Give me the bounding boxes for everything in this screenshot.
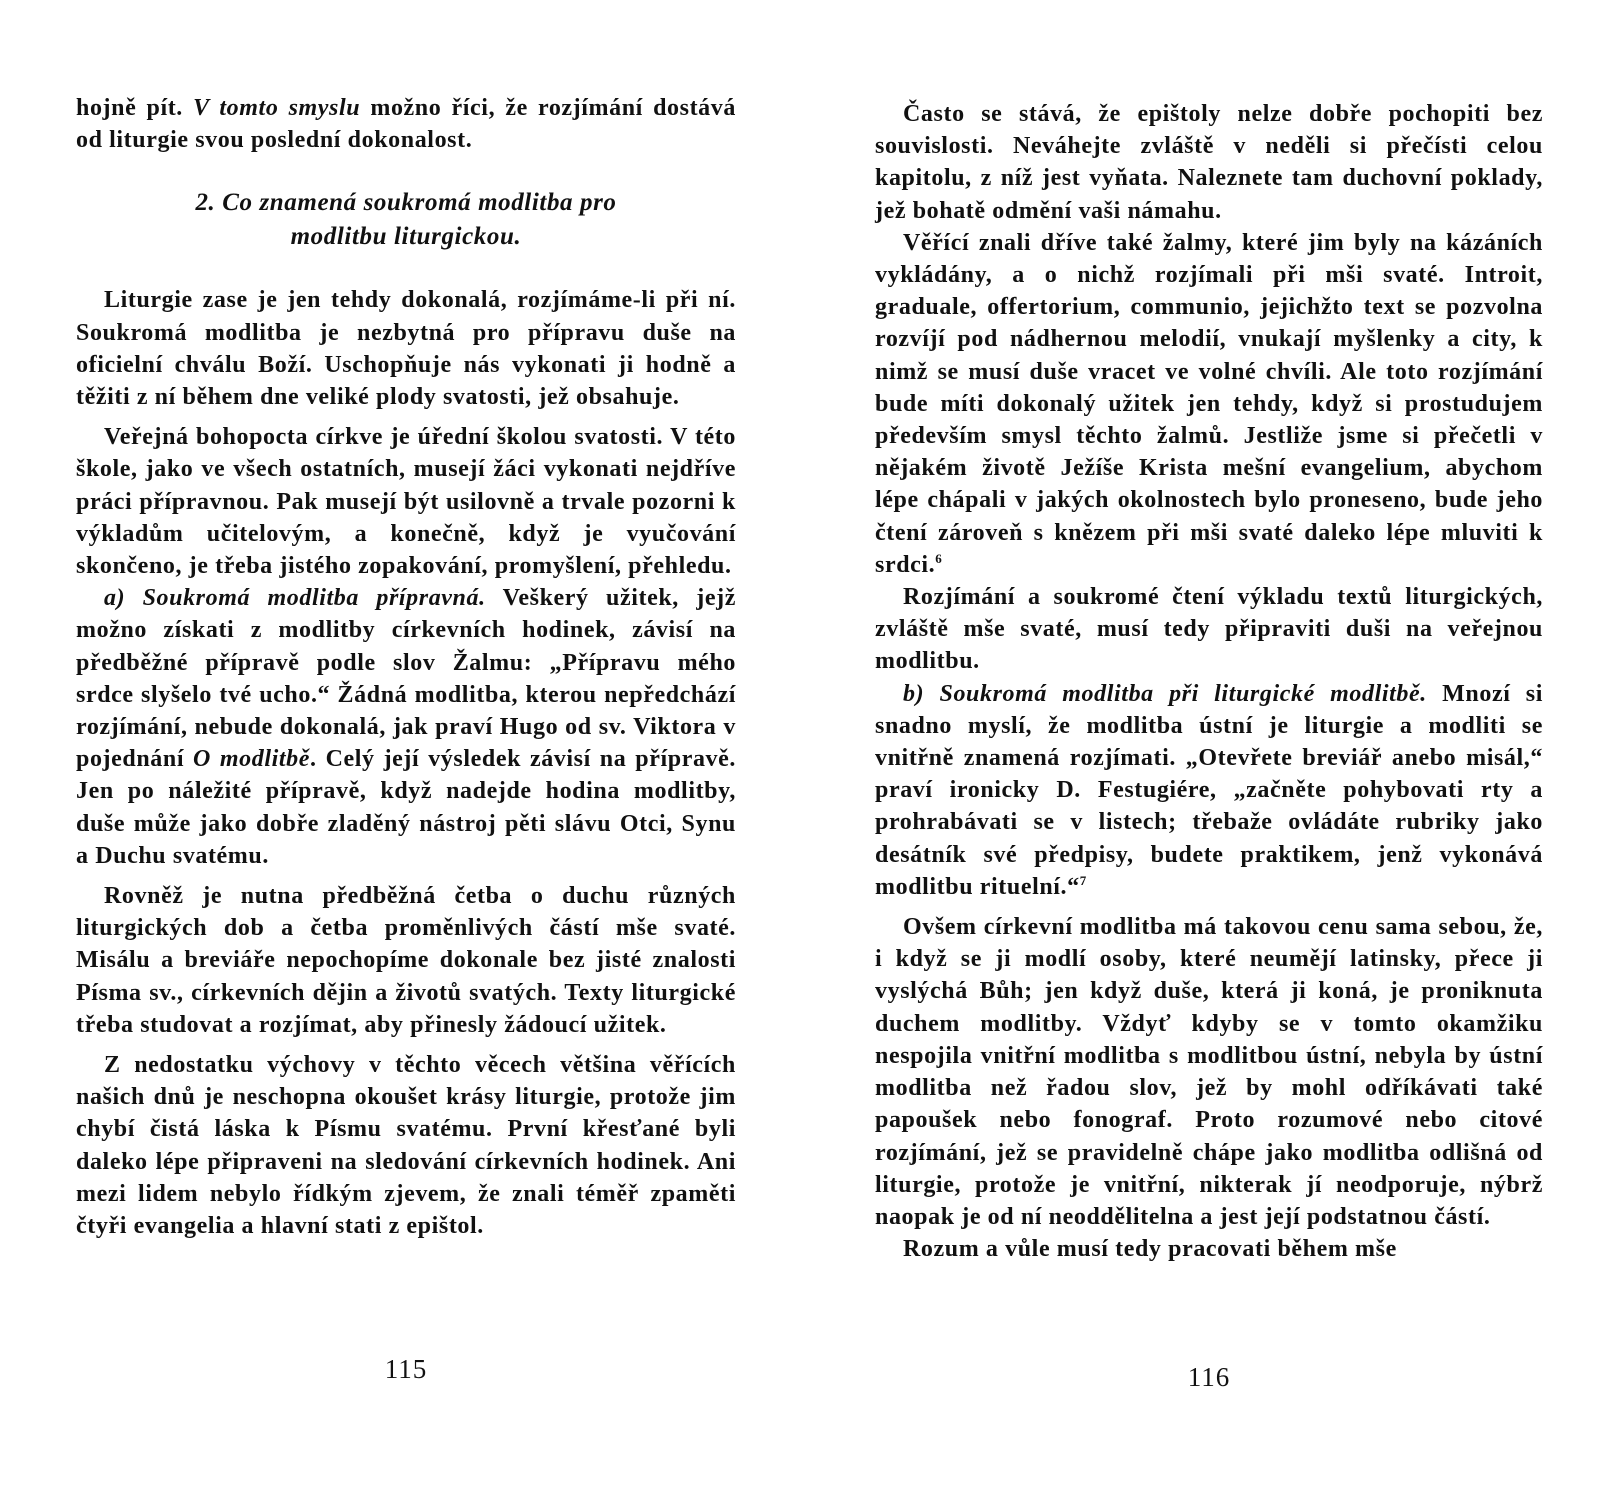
left-opening-text: hojně pít. xyxy=(76,95,194,121)
right-paragraph-4 xyxy=(875,678,1543,903)
right-paragraph-3: Rozjímání a soukromé čtení výkladu textů liturgických, zvláště mše svaté, musí tedy připraviti duši na veřejnou modlitbu. xyxy=(875,584,1543,675)
left-opening-text-rest: možno říci, že rozjímání dostává od liturgie svou poslední dokonalost. xyxy=(76,95,736,154)
cited-work-title: O modlitbě xyxy=(193,746,311,773)
right-page-body xyxy=(875,98,1543,1265)
left-page-body xyxy=(76,92,736,1242)
left-paragraph-2: Veřejná bohopocta církve je úřední školou svatosti. V této škole, jako ve všech ostatních, musejí žáci vykonati nejdříve práci přípravnou. Pak musejí být usilovně a trvale pozorni k výkladům učitelovým, a konečně, když je vyučování skončeno, je třeba jistého zopakování, promyšlení, přehledu. xyxy=(76,424,736,580)
left-paragraph-3-text-rest: . Celý její výsledek závisí na přípravě. Jen po náležité přípravě, když nadejde hodina modlitby, duše může jako dobře zladěný nástroj pěti slávu Otci, Synu a Duchu svatému. xyxy=(76,746,737,869)
left-paragraph-3-text: Veškerý užitek, jejž možno získati z modlitby církevních hodinek, závisí na předběžné přípravě podle slov Žalmu: „Přípravu mého srdce slyšelo tvé ucho.“ Žádná modlitba, kterou nepředchází rozjímání, nebude dokonalá, jak praví Hugo od sv. Viktora v pojednání xyxy=(76,585,736,773)
section-heading xyxy=(76,186,736,254)
right-paragraph-1: Často se stává, že epištoly nelze dobře pochopiti bez souvislosti. Neváhejte zvláště v neděli si přečísti celou kapitolu, z níž jest vyňata. Naleznete tam duchovní poklady, jež bohatě odmění vaši námahu. xyxy=(875,101,1543,224)
section-heading-line-1: 2. Co znamená soukromá modlitba pro xyxy=(195,189,617,217)
right-paragraph-6: Rozum a vůle musí tedy pracovati během mše xyxy=(903,1236,1397,1263)
section-heading-line-2: modlitbu liturgickou. xyxy=(290,223,522,251)
right-paragraph-2 xyxy=(875,227,1543,581)
left-page-number: 115 xyxy=(384,1354,428,1384)
left-paragraph-1: Liturgie zase je jen tehdy dokonalá, rozjímáme-li při ní. Soukromá modlitba je nezbytná pro přípravu duše na oficielní chválu Boží. Uschopňuje nás vykonati ji hodně a těžiti z ní během dne veliké plody svatosti, jež obsahuje. xyxy=(76,287,736,411)
right-paragraph-4-text: Mnozí si snadno myslí, že modlitba ústní je liturgie a modliti se vnitřně znamená rozjímati. „Otevřete breviář anebo misál,“ praví ironicky D. Festugiére, „začněte pohybovati rty a prohrabávati se v listech; třebaže ovládáte rubriky jako desátník své předpisy, budete praktikem, jenž vykonává modlitbu rituelní.“ xyxy=(875,680,1543,900)
right-paragraph-5: Ovšem církevní modlitba má takovou cenu sama sebou, že, i když se ji modlí osoby, které neumějí latinsky, přece ji vyslýchá Bůh; jen když duše, která ji koná, je proniknuta duchem modlitby. Vždyť kdyby se v tomto okamžiku nespojila vnitřní modlitba s modlitbou ústní, nebyla by ústní modlitba než řadou slov, jež by mohl odříkávati také papoušek nebo fonograf. Proto rozumové nebo citové rozjímání, jež se pravidelně chápe jako modlitba odlišná od liturgie, protože je vnitřní, nikterak jí neodporuje, nýbrž naopak je od ní neoddělitelna a jest její podstatnou částí. xyxy=(875,914,1543,1230)
left-opening-italic: V tomto smyslu xyxy=(193,95,361,121)
subsection-a-heading: a) Soukromá modlitba přípravná. xyxy=(104,585,486,612)
footnote-marker-6: 6 xyxy=(935,550,943,566)
subsection-b-heading: b) Soukromá modlitba při liturgické modlitbě. xyxy=(903,680,1427,707)
right-paragraph-2-text: Věřící znali dříve také žalmy, které jim byly na kázáních vykládány, a o nichž rozjímali při mši svaté. Introit, graduale, offertorium, communio, jejichžto text se pozvolna rozvíjí pod nádhernou melodií, vnukají myšlenky a city, k nimž se musí duše vracet ve volné chvíli. Ale toto rozjímání bude míti dokonalý užitek jen tehdy, když si prostudujem především smysl těchto žalmů. Jestliže jsme si přečetli v nějakém životě Ježíše Krista mešní evangelium, abychom lépe chápali v jakých okolnostech bylo proneseno, bude jeho čtení zároveň s knězem při mši svaté daleko lépe mluviti k srdci. xyxy=(875,229,1543,578)
left-paragraph-4: Rovněž je nutna předběžná četba o duchu různých liturgických dob a četba proměnlivých částí mše svaté. Misálu a breviáře nepochopíme dokonale bez jisté znalosti Písma sv., církevních dějin a životů svatých. Texty liturgické třeba studovat a rozjímat, aby přinesly žádoucí užitek. xyxy=(76,883,736,1038)
left-paragraph-5: Z nedostatku výchovy v těchto věcech většina věřících našich dnů je neschopna okoušet krásy liturgie, protože jim chybí čistá láska k Písmu svatému. První křesťané byli daleko lépe připraveni na sledování církevních hodinek. Ani mezi lidem nebylo řídkým zjevem, že znali téměř zpaměti čtyři evangelia a hlavní stati z epištol. xyxy=(76,1052,736,1240)
footnote-marker-7: 7 xyxy=(1079,872,1087,888)
left-opening-paragraph xyxy=(76,92,736,156)
right-page-number: 116 xyxy=(1187,1362,1231,1392)
left-paragraph-3 xyxy=(76,582,736,872)
